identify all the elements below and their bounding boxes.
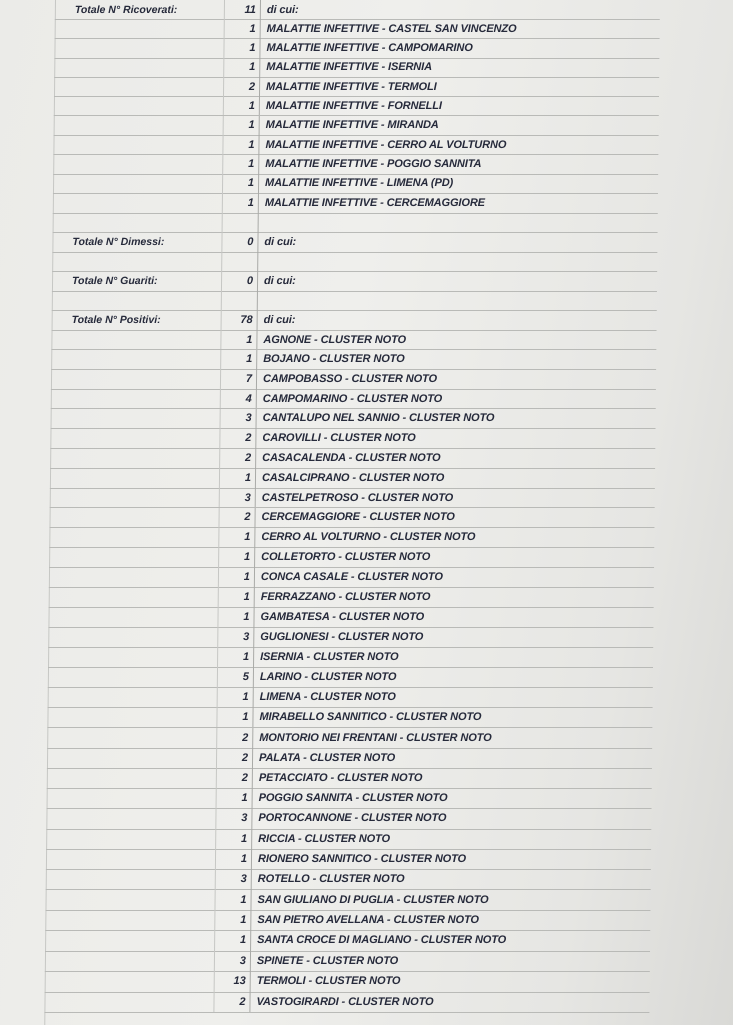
empty-cell: [223, 213, 259, 233]
item-description: PETACCIATO - CLUSTER NOTO: [258, 771, 423, 784]
item-description: MIRABELLO SANNITICO - CLUSTER NOTO: [259, 711, 482, 724]
empty-cell: [47, 707, 217, 727]
item-count: 3: [216, 869, 252, 889]
item-description: POGGIO SANNITA - CLUSTER NOTO: [258, 792, 448, 805]
item-count: 3: [220, 488, 256, 508]
empty-cell: [45, 971, 215, 992]
item-count: 1: [216, 829, 252, 849]
table-row: [44, 992, 649, 1014]
blank-row: [52, 291, 657, 312]
empty-cell: [44, 992, 214, 1013]
item-description: CASALCIPRANO - CLUSTER NOTO: [261, 471, 445, 484]
empty-cell: [51, 389, 221, 409]
item-count: 3: [216, 808, 252, 828]
item-description: GUGLIONESI - CLUSTER NOTO: [260, 631, 424, 644]
table-row: [46, 869, 651, 890]
empty-cell: [54, 77, 224, 96]
empty-cell: [55, 19, 225, 38]
table-row: [48, 627, 653, 648]
item-description: AGNONE - CLUSTER NOTO: [263, 333, 407, 346]
table-row: [46, 808, 651, 829]
empty-cell: [45, 910, 215, 930]
table-row: [54, 58, 659, 78]
table-row: [49, 508, 654, 529]
empty-cell: [222, 252, 258, 272]
empty-cell: [50, 468, 220, 488]
item-description: PORTOCANNONE - CLUSTER NOTO: [258, 812, 447, 825]
empty-cell: [45, 930, 215, 950]
item-description: MALATTIE INFETTIVE - FORNELLI: [265, 99, 442, 112]
item-description: PALATA - CLUSTER NOTO: [259, 751, 396, 764]
table-row: [53, 154, 658, 174]
empty-cell: [49, 567, 219, 587]
empty-cell: [48, 687, 218, 707]
item-description: MALATTIE INFETTIVE - CASTEL SAN VINCENZO: [266, 22, 517, 35]
item-description: CERCEMAGGIORE - CLUSTER NOTO: [261, 511, 455, 524]
item-count: 1: [223, 193, 259, 213]
table-row: [48, 647, 653, 668]
table-row: [50, 428, 655, 449]
item-description: ISERNIA - CLUSTER NOTO: [260, 651, 399, 664]
empty-cell: [51, 409, 221, 429]
item-count: 1: [215, 910, 251, 930]
empty-cell: [259, 213, 658, 233]
item-description: MALATTIE INFETTIVE - CERCEMAGGIORE: [264, 196, 486, 209]
blank-row: [52, 252, 657, 273]
table-row: [55, 19, 660, 39]
table-row: [53, 193, 658, 214]
item-count: 2: [217, 728, 253, 748]
item-count: 2: [217, 768, 253, 788]
item-count: 2: [219, 508, 255, 528]
section-header-row: [52, 232, 657, 253]
item-count: 1: [219, 527, 255, 547]
section-total: 11: [225, 0, 261, 19]
item-count: 1: [221, 330, 257, 350]
item-description: BOJANO - CLUSTER NOTO: [263, 353, 405, 366]
item-count: 2: [220, 448, 256, 468]
empty-cell: [50, 448, 220, 468]
table-row: [46, 829, 651, 850]
item-count: 1: [224, 58, 260, 77]
section-header-row: [52, 310, 657, 331]
empty-cell: [46, 869, 216, 889]
table-row: [47, 788, 652, 809]
empty-cell: [52, 291, 222, 311]
item-description: FERRAZZANO - CLUSTER NOTO: [260, 591, 431, 604]
empty-cell: [53, 135, 223, 154]
empty-cell: [48, 647, 218, 667]
item-count: 3: [218, 627, 254, 647]
item-description: MONTORIO NEI FRENTANI - CLUSTER NOTO: [259, 731, 492, 744]
item-description: MALATTIE INFETTIVE - ISERNIA: [266, 61, 433, 74]
item-count: 7: [221, 369, 257, 389]
item-description: GAMBATESA - CLUSTER NOTO: [260, 611, 425, 624]
table-row: [50, 448, 655, 469]
di-cui-label: di cui:: [266, 3, 299, 16]
item-count: 2: [220, 428, 256, 448]
item-description: CASACALENDA - CLUSTER NOTO: [262, 451, 441, 464]
item-description: MALATTIE INFETTIVE - CERRO AL VOLTURNO: [265, 138, 507, 151]
table-row: [47, 728, 652, 749]
item-count: 1: [223, 154, 259, 173]
item-count: 4: [221, 389, 257, 409]
item-description: MALATTIE INFETTIVE - MIRANDA: [265, 119, 439, 132]
empty-cell: [258, 291, 657, 311]
empty-cell: [47, 728, 217, 748]
item-count: 1: [218, 687, 254, 707]
table-row: [45, 889, 650, 910]
empty-cell: [49, 587, 219, 607]
table-row: [48, 687, 653, 708]
table-row: [54, 77, 659, 97]
item-count: 1: [216, 849, 252, 869]
empty-cell: [50, 488, 220, 508]
table-row: [50, 468, 655, 489]
item-description: CASTELPETROSO - CLUSTER NOTO: [261, 491, 454, 504]
item-description: LIMENA - CLUSTER NOTO: [259, 691, 396, 704]
item-count: 1: [215, 930, 251, 950]
item-count: 1: [223, 135, 259, 154]
table-row: [48, 667, 653, 688]
empty-cell: [52, 252, 222, 272]
table-row: [45, 971, 650, 993]
item-count: 1: [218, 647, 254, 667]
section-label: Totale N° Guariti:: [52, 271, 222, 291]
table-row: [50, 488, 655, 509]
empty-cell: [53, 174, 223, 193]
item-description: MALATTIE INFETTIVE - CAMPOMARINO: [266, 41, 473, 54]
item-description: CANTALUPO NEL SANNIO - CLUSTER NOTO: [262, 412, 495, 425]
item-description: SAN PIETRO AVELLANA - CLUSTER NOTO: [257, 913, 479, 926]
item-count: 3: [215, 951, 251, 971]
item-count: 3: [221, 409, 257, 429]
item-count: 1: [224, 96, 260, 115]
empty-cell: [51, 350, 221, 370]
item-description: CAMPOMARINO - CLUSTER NOTO: [262, 392, 443, 405]
section-label: Totale N° Dimessi:: [52, 232, 222, 252]
section-header-row: [55, 0, 660, 20]
item-description: VASTOGIRARDI - CLUSTER NOTO: [256, 995, 434, 1008]
empty-cell: [46, 849, 216, 869]
table-row: [54, 96, 659, 116]
table-row: [45, 951, 650, 972]
empty-cell: [48, 667, 218, 687]
item-description: MALATTIE INFETTIVE - LIMENA (PD): [265, 177, 454, 190]
table-row: [51, 409, 656, 430]
item-description: SPINETE - CLUSTER NOTO: [256, 954, 399, 967]
item-description: RICCIA - CLUSTER NOTO: [258, 832, 391, 845]
section-total: 78: [222, 310, 258, 330]
empty-cell: [53, 193, 223, 213]
item-description: LARINO - CLUSTER NOTO: [259, 671, 397, 684]
table-row: [49, 547, 654, 568]
empty-cell: [46, 829, 216, 849]
item-count: 1: [224, 116, 260, 135]
empty-cell: [51, 369, 221, 389]
empty-cell: [54, 38, 224, 57]
table-row: [49, 527, 654, 548]
item-count: 2: [214, 992, 250, 1013]
empty-cell: [54, 96, 224, 115]
item-description: SAN GIULIANO DI PUGLIA - CLUSTER NOTO: [257, 893, 489, 906]
empty-cell: [47, 788, 217, 808]
di-cui-label: di cui:: [264, 235, 297, 248]
item-description: MALATTIE INFETTIVE - TERMOLI: [266, 80, 437, 93]
item-description: ROTELLO - CLUSTER NOTO: [257, 873, 405, 886]
empty-cell: [46, 808, 216, 828]
item-count: 13: [215, 971, 251, 992]
item-description: RIONERO SANNITICO - CLUSTER NOTO: [257, 852, 467, 865]
empty-cell: [54, 58, 224, 77]
item-description: CAROVILLI - CLUSTER NOTO: [262, 432, 416, 445]
item-count: 1: [217, 788, 253, 808]
di-cui-label: di cui:: [263, 313, 296, 326]
section-total: 0: [222, 232, 258, 252]
item-count: 1: [219, 587, 255, 607]
empty-cell: [258, 252, 657, 272]
item-count: 1: [221, 350, 257, 370]
empty-cell: [53, 213, 223, 233]
section-label: Totale N° Positivi:: [52, 310, 222, 330]
item-count: 1: [224, 38, 260, 57]
empty-cell: [54, 116, 224, 135]
item-description: MALATTIE INFETTIVE - POGGIO SANNITA: [265, 157, 482, 170]
empty-cell: [48, 607, 218, 627]
empty-cell: [53, 154, 223, 173]
empty-cell: [50, 428, 220, 448]
item-count: 2: [224, 77, 260, 96]
table-row: [51, 350, 656, 371]
di-cui-label: di cui:: [263, 274, 296, 287]
table-row: [45, 930, 650, 951]
table-row: [51, 389, 656, 410]
table-row: [53, 135, 658, 155]
table-row: [51, 330, 656, 351]
item-count: 1: [217, 707, 253, 727]
empty-cell: [47, 748, 217, 768]
empty-cell: [48, 627, 218, 647]
empty-cell: [45, 889, 215, 909]
table-row: [51, 369, 656, 390]
empty-cell: [222, 291, 258, 311]
table-row: [49, 587, 654, 608]
blank-row: [53, 213, 658, 234]
item-count: 1: [218, 607, 254, 627]
table-row: [47, 748, 652, 769]
section-total: 0: [222, 271, 258, 291]
empty-cell: [45, 951, 215, 971]
item-count: 1: [219, 567, 255, 587]
item-count: 1: [220, 468, 256, 488]
item-count: 1: [215, 889, 251, 909]
section-header-row: [52, 271, 657, 292]
table-row: [47, 768, 652, 789]
item-description: CERRO AL VOLTURNO - CLUSTER NOTO: [261, 531, 476, 544]
empty-cell: [51, 330, 221, 350]
empty-cell: [47, 768, 217, 788]
item-description: TERMOLI - CLUSTER NOTO: [256, 975, 401, 988]
item-count: 2: [217, 748, 253, 768]
item-count: 1: [219, 547, 255, 567]
table-row: [54, 38, 659, 58]
item-description: CONCA CASALE - CLUSTER NOTO: [260, 571, 443, 584]
table-row: [46, 849, 651, 870]
table-row: [53, 174, 658, 194]
section-label: Totale N° Ricoverati:: [55, 0, 225, 19]
empty-cell: [49, 527, 219, 547]
item-count: 1: [225, 19, 261, 38]
document-table: [44, 0, 660, 1025]
table-row: [54, 116, 659, 136]
empty-cell: [49, 547, 219, 567]
table-row: [48, 607, 653, 628]
table-row: [47, 707, 652, 728]
item-count: 5: [218, 667, 254, 687]
item-description: SANTA CROCE DI MAGLIANO - CLUSTER NOTO: [257, 934, 507, 947]
item-description: COLLETORTO - CLUSTER NOTO: [261, 551, 431, 564]
table-row: [45, 910, 650, 931]
item-description: CAMPOBASSO - CLUSTER NOTO: [262, 373, 438, 386]
item-count: 1: [223, 174, 259, 193]
table-row: [49, 567, 654, 588]
empty-cell: [49, 508, 219, 528]
